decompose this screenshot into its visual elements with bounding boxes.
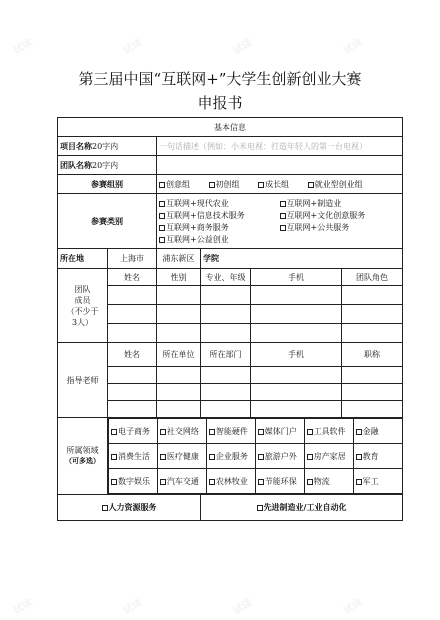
field-option[interactable]: 社交网络 bbox=[157, 419, 206, 444]
field-option[interactable]: 房产家居 bbox=[304, 444, 353, 469]
field-label: 所属领域 （可多选） bbox=[58, 418, 108, 495]
watermark: 试读 bbox=[121, 37, 145, 57]
watermark: 试读 bbox=[121, 597, 145, 617]
watermark: 试读 bbox=[341, 37, 365, 57]
checkbox[interactable] bbox=[280, 213, 286, 219]
checkbox[interactable] bbox=[308, 182, 314, 188]
field-option[interactable]: 汽车交通 bbox=[157, 469, 206, 494]
team-members-label: 团队 成员 （不少于 3人） bbox=[58, 269, 108, 343]
field-option[interactable]: 工具软件 bbox=[304, 419, 353, 444]
advisor-header: 职称 bbox=[342, 343, 403, 367]
team-header: 性别 bbox=[157, 269, 201, 286]
group-option[interactable]: 初创组 bbox=[209, 180, 248, 189]
category-option[interactable]: 互联网+制造业 bbox=[280, 198, 401, 209]
location-label: 所在地 bbox=[58, 249, 108, 269]
field-option-extra[interactable]: 先进制造业/工业自动化 bbox=[201, 495, 403, 521]
watermark: 试读 bbox=[341, 597, 365, 617]
watermark: 试读 bbox=[231, 37, 255, 57]
group-options bbox=[157, 175, 403, 194]
checkbox[interactable] bbox=[159, 225, 165, 231]
category-option[interactable]: 互联网+文化创意服务 bbox=[280, 210, 401, 221]
field-option[interactable]: 旅游户外 bbox=[255, 444, 304, 469]
project-name-row-label bbox=[58, 137, 157, 156]
team-row bbox=[58, 286, 403, 305]
team-header: 姓名 bbox=[108, 269, 157, 286]
checkbox[interactable] bbox=[159, 237, 165, 243]
field-option[interactable]: 金融 bbox=[353, 419, 402, 444]
team-header: 专业、年级 bbox=[201, 269, 251, 286]
college-cell[interactable] bbox=[201, 249, 403, 269]
advisor-label: 指导老师 bbox=[58, 343, 108, 418]
project-name-limit: 20字内 bbox=[92, 141, 119, 151]
category-option[interactable]: 互联网+信息技术服务 bbox=[159, 210, 280, 221]
category-option[interactable]: 互联网+公益创业 bbox=[159, 234, 280, 245]
advisor-row bbox=[58, 384, 403, 401]
field-option[interactable]: 媒体门户 bbox=[255, 419, 304, 444]
team-header: 手机 bbox=[251, 269, 342, 286]
team-header: 团队角色 bbox=[342, 269, 403, 286]
field-option[interactable]: 消费生活 bbox=[109, 444, 158, 469]
team-row bbox=[58, 324, 403, 343]
field-option[interactable]: 节能环保 bbox=[255, 469, 304, 494]
checkbox[interactable] bbox=[258, 182, 264, 188]
field-option[interactable]: 电子商务 bbox=[109, 419, 158, 444]
watermark: 试读 bbox=[11, 37, 35, 57]
field-options bbox=[108, 418, 403, 495]
project-name-field[interactable]: 一句话描述（例如：小米电视：打造年轻人的第一台电视） bbox=[157, 137, 403, 156]
category-label: 参赛类别 bbox=[58, 194, 157, 249]
project-name-label: 项目名称 bbox=[60, 141, 92, 151]
team-row bbox=[58, 305, 403, 324]
group-option[interactable]: 创意组 bbox=[159, 180, 198, 189]
field-option[interactable]: 物流 bbox=[304, 469, 353, 494]
team-name-field[interactable] bbox=[157, 156, 403, 175]
district-value[interactable]: 浦东新区 bbox=[157, 249, 201, 269]
team-name-label: 团队名称 bbox=[60, 160, 92, 170]
team-name-limit: 20字内 bbox=[92, 160, 119, 170]
checkbox[interactable] bbox=[280, 201, 286, 207]
advisor-row bbox=[58, 401, 403, 418]
page-subtitle: 申报书 bbox=[197, 94, 243, 112]
group-label: 参赛组别 bbox=[58, 175, 157, 194]
application-form bbox=[57, 117, 403, 521]
field-option[interactable]: 智能硬件 bbox=[206, 419, 255, 444]
basic-info-header: 基本信息 bbox=[58, 118, 403, 137]
field-option[interactable]: 医疗健康 bbox=[157, 444, 206, 469]
advisor-header: 手机 bbox=[251, 343, 342, 367]
checkbox[interactable] bbox=[159, 201, 165, 207]
checkbox[interactable] bbox=[159, 182, 165, 188]
checkbox[interactable] bbox=[280, 225, 286, 231]
advisor-header: 姓名 bbox=[108, 343, 157, 367]
category-option[interactable]: 互联网+公共服务 bbox=[280, 222, 401, 233]
college-label: 学院 bbox=[203, 254, 219, 263]
advisor-header: 所在部门 bbox=[201, 343, 251, 367]
field-option[interactable]: 数字娱乐 bbox=[109, 469, 158, 494]
advisor-header: 所在单位 bbox=[157, 343, 201, 367]
field-option[interactable]: 农林牧业 bbox=[206, 469, 255, 494]
advisor-row bbox=[58, 367, 403, 384]
city-value[interactable]: 上海市 bbox=[108, 249, 157, 269]
field-option-extra[interactable]: 人力资源服务 bbox=[58, 495, 201, 521]
category-options bbox=[157, 194, 403, 249]
category-option[interactable]: 互联网+商务服务 bbox=[159, 222, 280, 233]
watermark: 试读 bbox=[11, 597, 35, 617]
watermark: 试读 bbox=[231, 597, 255, 617]
group-option[interactable]: 成长组 bbox=[258, 180, 297, 189]
field-option[interactable]: 企业服务 bbox=[206, 444, 255, 469]
group-option[interactable]: 就业型创业组 bbox=[308, 180, 371, 189]
page-title: 第三届中国“互联网+”大学生创新创业大赛 bbox=[78, 70, 362, 88]
field-option[interactable]: 军工 bbox=[353, 469, 402, 494]
team-name-row-label bbox=[58, 156, 157, 175]
checkbox[interactable] bbox=[159, 213, 165, 219]
field-option[interactable]: 教育 bbox=[353, 444, 402, 469]
checkbox[interactable] bbox=[209, 182, 215, 188]
category-option[interactable]: 互联网+现代农业 bbox=[159, 198, 280, 209]
